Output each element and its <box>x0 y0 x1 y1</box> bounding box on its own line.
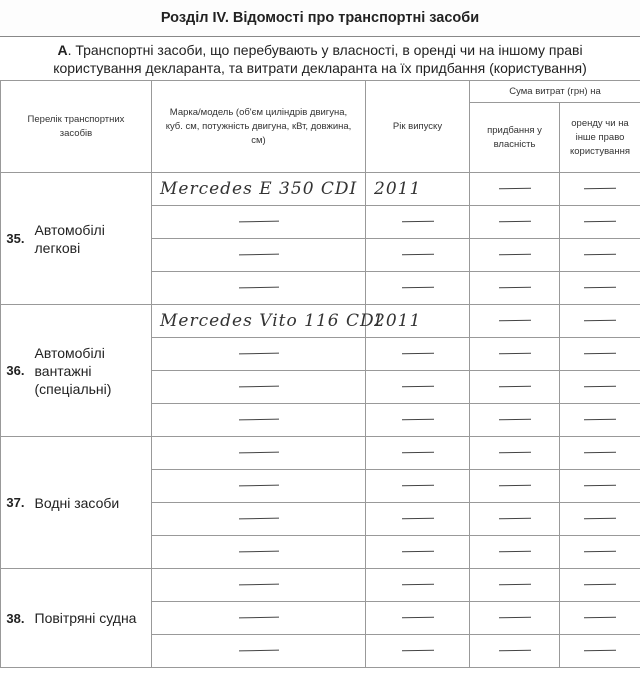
cell-year <box>366 503 470 536</box>
subtitle-letter: А <box>57 42 68 58</box>
empty-dash <box>584 287 616 289</box>
empty-dash <box>401 485 433 487</box>
group-number: 38. <box>1 569 27 668</box>
empty-dash <box>238 353 278 355</box>
empty-dash <box>238 254 278 256</box>
cell-rent <box>560 635 640 668</box>
group-category: Автомобілі вантажні (спеціальні) <box>27 305 152 437</box>
cell-year <box>366 470 470 503</box>
subtitle-text: . Транспортні засоби, що перебувають у власності, в оренді чи на іншому праві користування декларанта, та витрати декларанта на їх придбання (користування) <box>53 42 587 76</box>
empty-dash <box>584 650 616 652</box>
cell-purchase <box>470 206 560 239</box>
cell-make <box>152 470 366 503</box>
cell-make <box>152 635 366 668</box>
empty-dash <box>498 386 530 388</box>
empty-dash <box>498 584 530 586</box>
cell-make <box>152 239 366 272</box>
header-expenses: Сума витрат (грн) на <box>470 81 640 103</box>
cell-rent <box>560 536 640 569</box>
empty-dash <box>584 353 616 355</box>
empty-dash <box>238 617 278 619</box>
empty-dash <box>401 254 433 256</box>
cell-rent <box>560 206 640 239</box>
empty-dash <box>498 518 530 520</box>
empty-dash <box>584 485 616 487</box>
empty-dash <box>498 617 530 619</box>
empty-dash <box>584 386 616 388</box>
cell-rent <box>560 404 640 437</box>
empty-dash <box>238 551 278 553</box>
cell-year <box>366 437 470 470</box>
cell-year <box>366 536 470 569</box>
cell-purchase <box>470 272 560 305</box>
header-list: Перелік транспортних засобів <box>1 81 152 173</box>
cell-rent <box>560 272 640 305</box>
cell-purchase <box>470 503 560 536</box>
table-row <box>1 437 640 470</box>
cell-purchase <box>470 437 560 470</box>
header-rent: оренду чи на інше право користування <box>560 103 640 173</box>
cell-year <box>366 371 470 404</box>
cell-year <box>366 206 470 239</box>
empty-dash <box>238 485 278 487</box>
section-title: Розділ IV. Відомості про транспортні засоби <box>0 0 640 37</box>
cell-purchase <box>470 404 560 437</box>
cell-year <box>366 338 470 371</box>
group-category: Водні засоби <box>27 437 152 569</box>
cell-rent <box>560 338 640 371</box>
table-row <box>1 569 640 602</box>
cell-make <box>152 503 366 536</box>
empty-dash <box>401 584 433 586</box>
vehicles-table <box>0 80 640 668</box>
cell-make <box>152 404 366 437</box>
group-category: Повітряні судна <box>27 569 152 668</box>
empty-dash <box>238 419 278 421</box>
cell-rent <box>560 503 640 536</box>
cell-rent <box>560 305 640 338</box>
empty-dash <box>401 419 433 421</box>
empty-dash <box>401 452 433 454</box>
cell-purchase <box>470 635 560 668</box>
cell-purchase <box>470 602 560 635</box>
group-number: 37. <box>1 437 27 569</box>
table-row <box>1 173 640 206</box>
empty-dash <box>498 485 530 487</box>
empty-dash <box>584 221 616 223</box>
empty-dash <box>238 452 278 454</box>
cell-year <box>366 173 470 206</box>
cell-year <box>366 569 470 602</box>
cell-make <box>152 536 366 569</box>
table-body <box>1 173 640 668</box>
cell-purchase <box>470 173 560 206</box>
cell-year <box>366 404 470 437</box>
empty-dash <box>498 188 530 190</box>
empty-dash <box>401 221 433 223</box>
cell-make <box>152 305 383 338</box>
cell-year <box>366 239 470 272</box>
empty-dash <box>238 287 278 289</box>
empty-dash <box>584 452 616 454</box>
handwritten-year: 2011 <box>374 179 422 199</box>
empty-dash <box>498 452 530 454</box>
cell-make <box>152 371 366 404</box>
cell-rent <box>560 371 640 404</box>
cell-make <box>152 272 366 305</box>
cell-rent <box>560 239 640 272</box>
empty-dash <box>238 221 278 223</box>
cell-make <box>152 206 366 239</box>
cell-purchase <box>470 338 560 371</box>
table-row <box>1 305 640 338</box>
form-subtitle <box>20 41 620 77</box>
empty-dash <box>498 320 530 322</box>
empty-dash <box>401 518 433 520</box>
empty-dash <box>401 353 433 355</box>
empty-dash <box>238 650 278 652</box>
empty-dash <box>498 287 530 289</box>
cell-purchase <box>470 305 560 338</box>
cell-purchase <box>470 470 560 503</box>
empty-dash <box>584 584 616 586</box>
cell-year <box>366 305 470 338</box>
empty-dash <box>401 386 433 388</box>
empty-dash <box>401 551 433 553</box>
empty-dash <box>238 386 278 388</box>
cell-year <box>366 272 470 305</box>
empty-dash <box>238 518 278 520</box>
empty-dash <box>498 650 530 652</box>
cell-rent <box>560 173 640 206</box>
empty-dash <box>584 320 616 322</box>
cell-rent <box>560 470 640 503</box>
cell-purchase <box>470 239 560 272</box>
empty-dash <box>584 254 616 256</box>
cell-rent <box>560 437 640 470</box>
empty-dash <box>584 419 616 421</box>
empty-dash <box>498 419 530 421</box>
cell-rent <box>560 569 640 602</box>
empty-dash <box>584 617 616 619</box>
cell-purchase <box>470 569 560 602</box>
cell-purchase <box>470 371 560 404</box>
empty-dash <box>498 221 530 223</box>
handwritten-make: Mercedes E 350 CDI <box>160 179 358 199</box>
header-make: Марка/модель (об'єм циліндрів двигуна, куб. см, потужність двигуна, кВт, довжина, см) <box>152 81 366 173</box>
group-number: 36. <box>1 305 27 437</box>
header-purchase: придбання у власність <box>470 103 560 173</box>
cell-make <box>152 173 366 206</box>
handwritten-year: 2011 <box>374 311 422 331</box>
cell-make <box>152 602 366 635</box>
cell-year <box>366 635 470 668</box>
header-year: Рік випуску <box>366 81 470 173</box>
cell-year <box>366 602 470 635</box>
empty-dash <box>584 188 616 190</box>
empty-dash <box>498 353 530 355</box>
empty-dash <box>238 584 278 586</box>
cell-make <box>152 569 366 602</box>
empty-dash <box>401 617 433 619</box>
empty-dash <box>584 551 616 553</box>
empty-dash <box>498 254 530 256</box>
cell-make <box>152 437 366 470</box>
cell-rent <box>560 602 640 635</box>
handwritten-make: Mercedes Vito 116 CDI <box>160 311 383 331</box>
group-category: Автомобілі легкові <box>27 173 152 305</box>
empty-dash <box>401 287 433 289</box>
empty-dash <box>401 650 433 652</box>
empty-dash <box>584 518 616 520</box>
cell-make <box>152 338 366 371</box>
cell-purchase <box>470 536 560 569</box>
group-number: 35. <box>1 173 27 305</box>
empty-dash <box>498 551 530 553</box>
